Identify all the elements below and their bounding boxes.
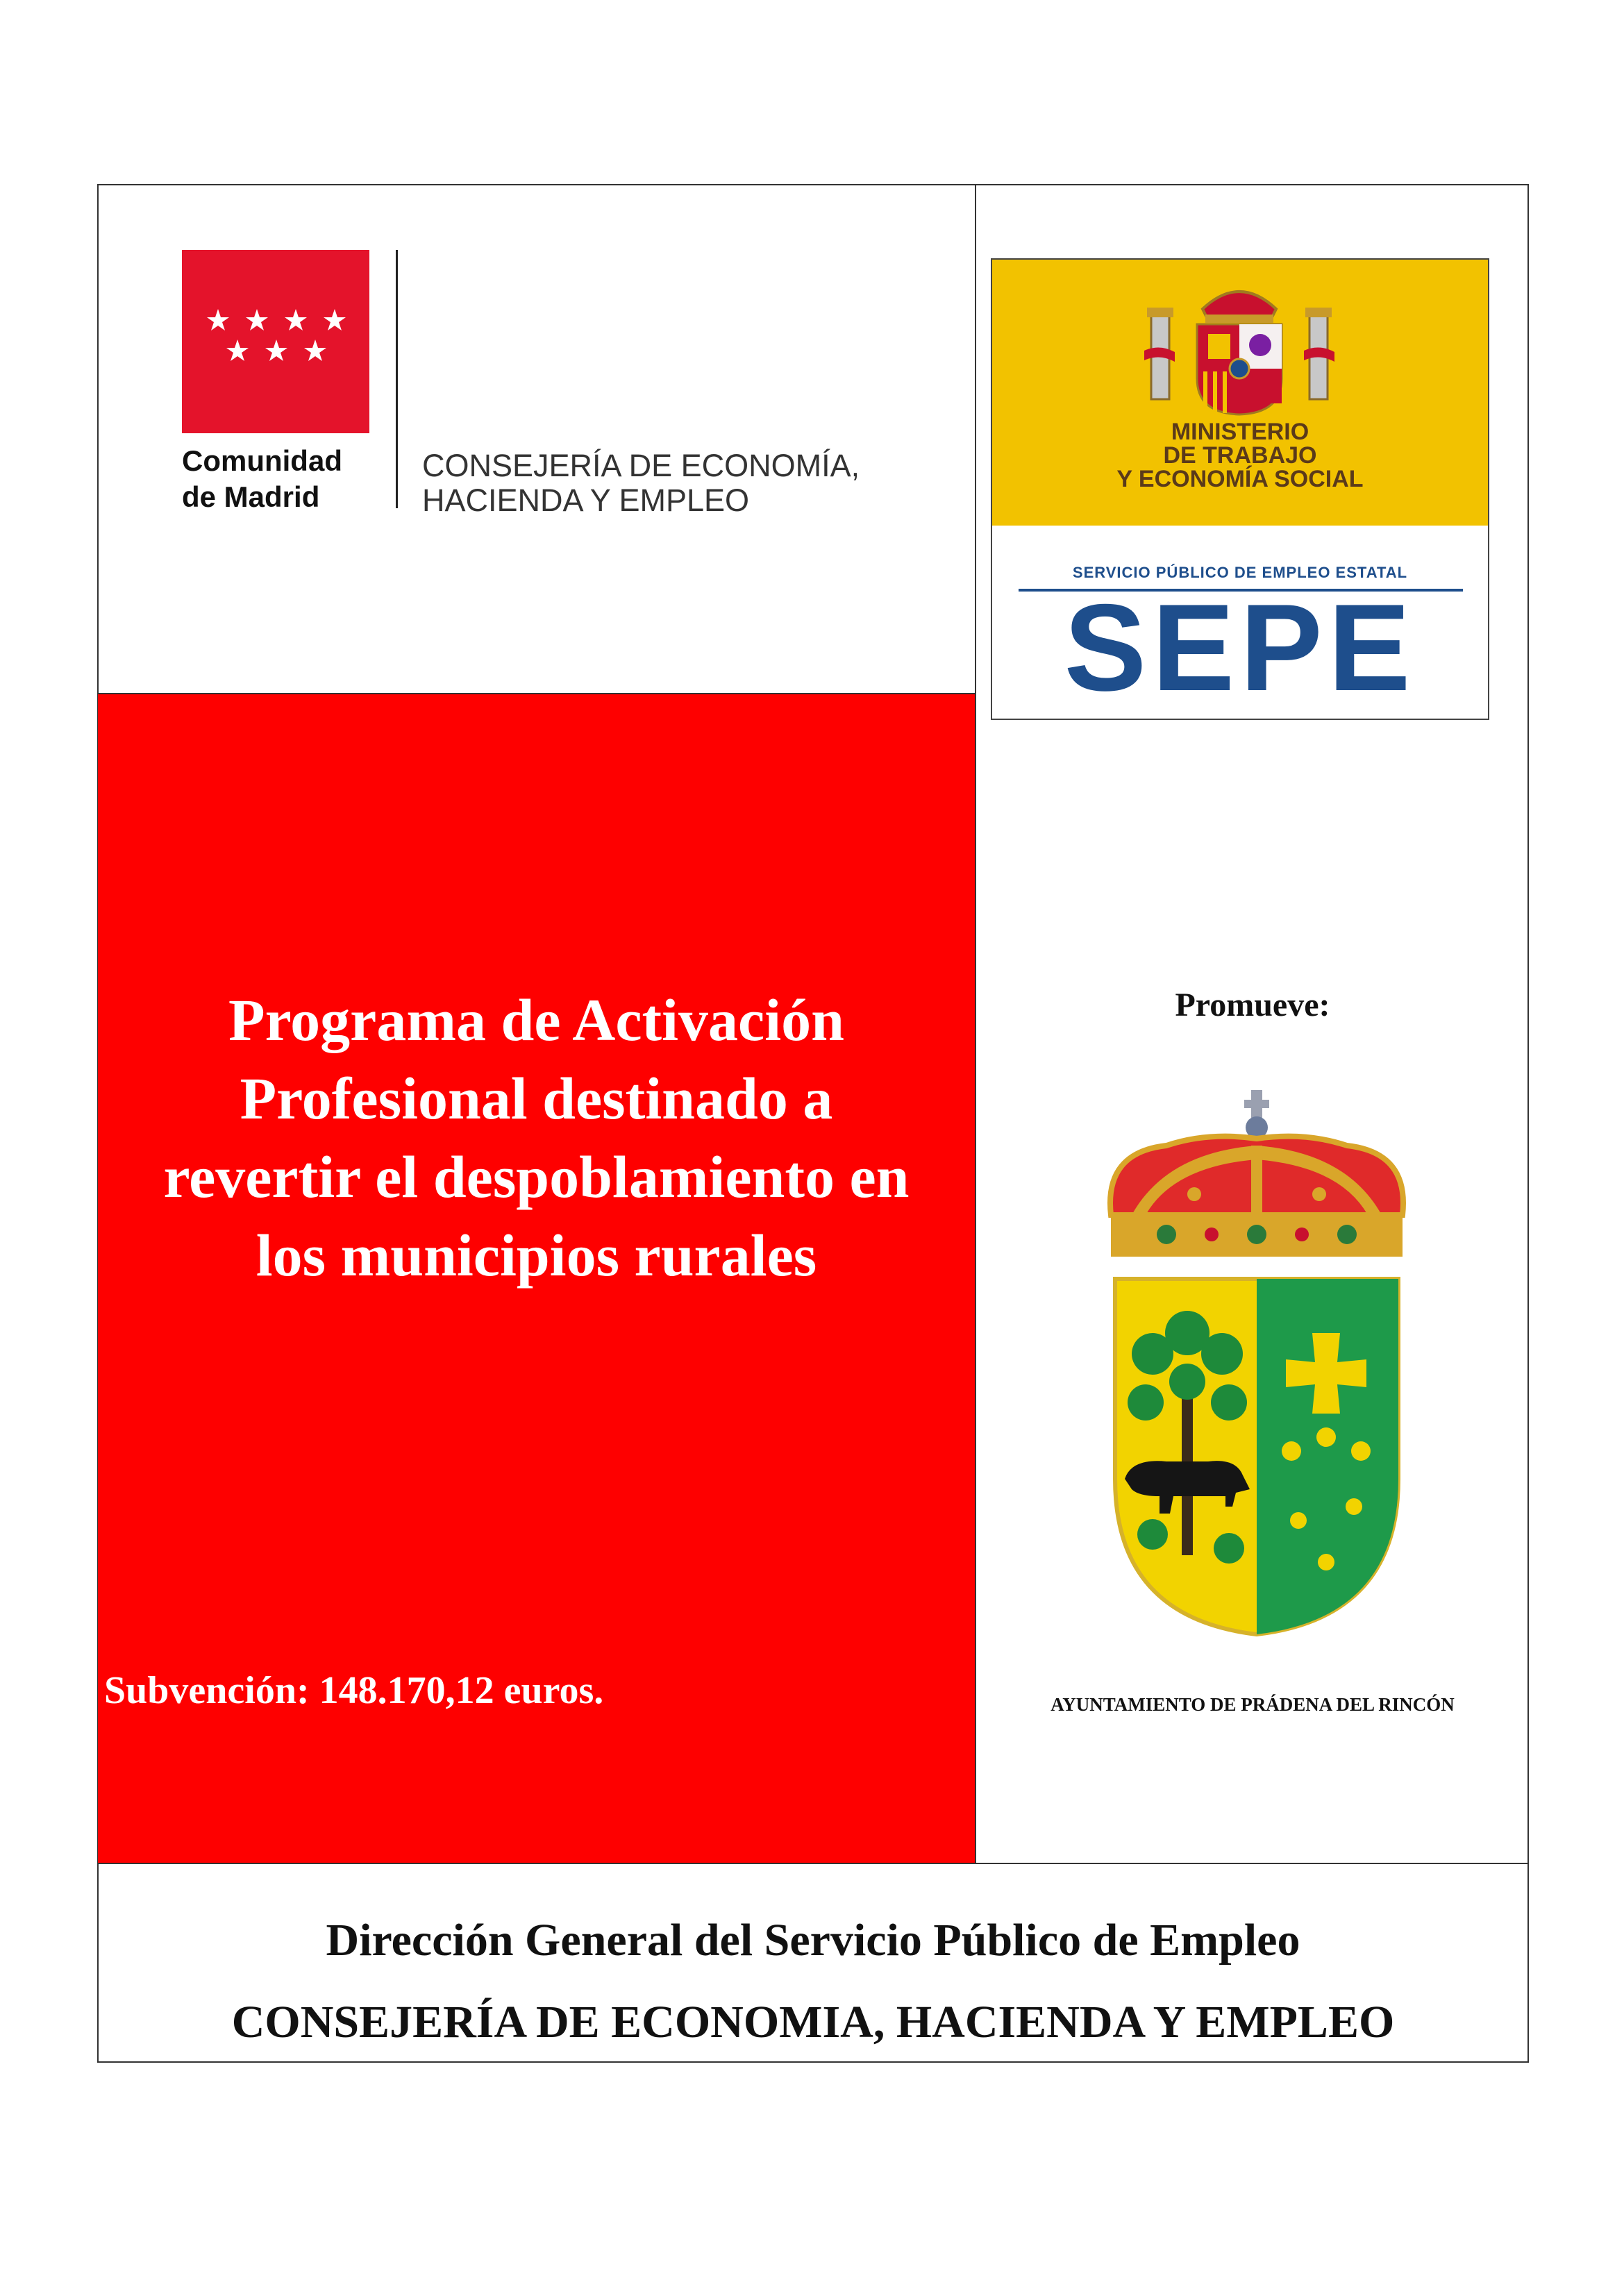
footer-direccion-general: Dirección General del Servicio Público de Empleo	[326, 1915, 1300, 1966]
madrid-name-line: de Madrid	[182, 480, 320, 513]
madrid-consejeria-label	[422, 449, 950, 518]
subvencion-amount: Subvención: 148.170,12 euros.	[104, 1669, 604, 1712]
promoter-name: AYUNTAMIENTO DE PRÁDENA DEL RINCÓN	[1050, 1694, 1455, 1715]
footer-consejeria: CONSEJERÍA DE ECONOMIA, HACIENDA Y EMPLEO	[231, 1997, 1395, 2047]
ministry-name	[992, 420, 1488, 491]
ministry-name-line: Y ECONOMÍA SOCIAL	[1116, 466, 1364, 492]
madrid-name-line: Comunidad	[182, 444, 342, 477]
sepe-acronym: SEPE	[1064, 578, 1416, 717]
footer-divider	[97, 1863, 1529, 1864]
madrid-logo-divider	[396, 250, 398, 508]
madrid-logo-name	[182, 443, 376, 515]
promueve-label: Promueve:	[1175, 987, 1330, 1023]
program-title-line: Programa de Activación	[228, 987, 844, 1053]
consejeria-line: CONSEJERÍA DE ECONOMÍA,	[422, 448, 860, 483]
program-title	[98, 981, 975, 1295]
madrid-stars-icon	[182, 299, 369, 375]
program-title-line: revertir el despoblamiento en	[163, 1143, 910, 1210]
ministry-name-line: DE TRABAJO	[1163, 442, 1317, 469]
pradena-coat-of-arms-icon	[1090, 1090, 1423, 1645]
program-title-line: los municipios rurales	[256, 1222, 817, 1289]
ministry-name-line: MINISTERIO	[1171, 419, 1309, 445]
consejeria-line: HACIENDA Y EMPLEO	[422, 483, 750, 518]
program-title-line: Profesional destinado a	[240, 1065, 833, 1132]
spain-coat-of-arms-icon	[1139, 274, 1340, 417]
sepe-subtitle: SERVICIO PÚBLICO DE EMPLEO ESTATAL	[1072, 564, 1408, 581]
